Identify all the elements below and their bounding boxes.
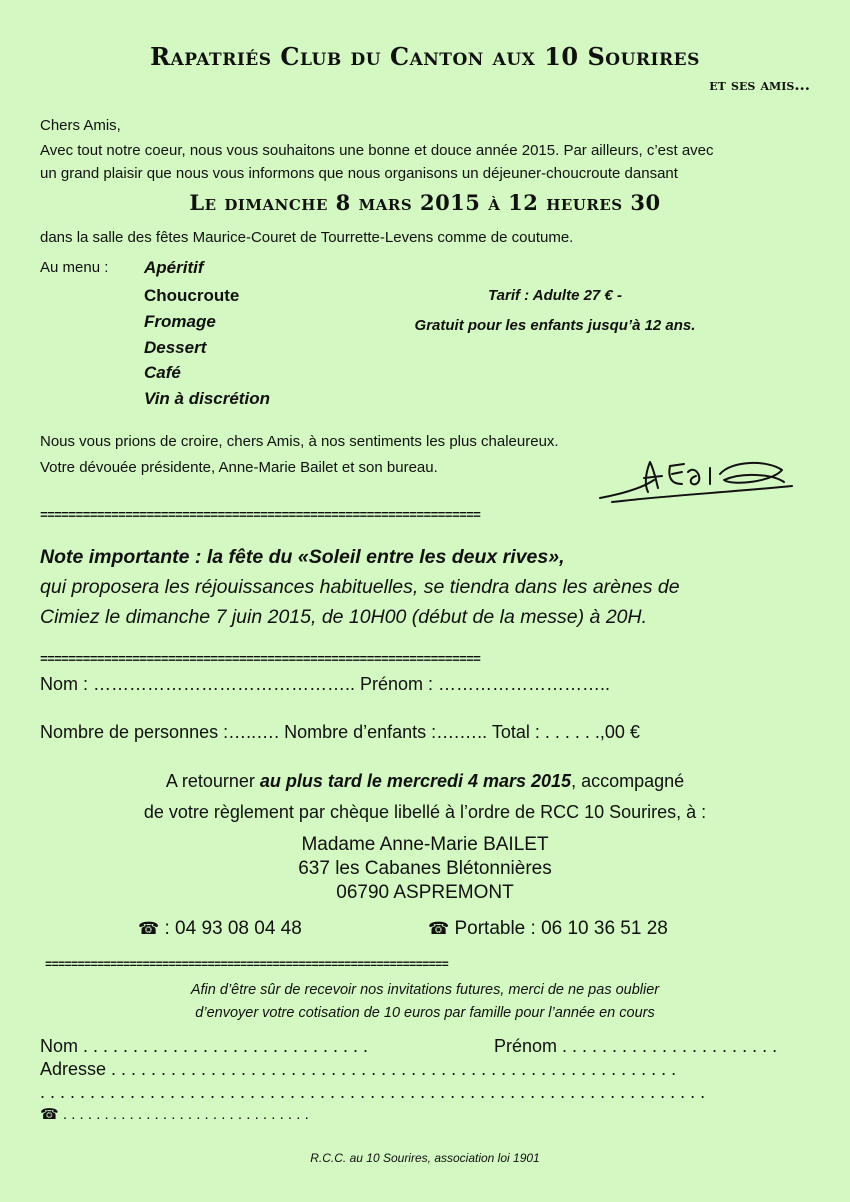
phone-number: : 04 93 08 04 48 — [164, 918, 302, 939]
cotisation-address-field[interactable]: Adresse . . . . . . . . . . . . . . . . . . . . . . . . . . . . . . . . . . . . . . . . . . . . . . . . . . . . . . . . . — [40, 1059, 677, 1079]
mobile-line — [428, 918, 668, 940]
telephone-icon: ☎ — [40, 1106, 59, 1123]
menu-item: Fromage — [144, 312, 216, 331]
menu-item: Apéritif — [144, 258, 204, 277]
address-line-2: 637 les Cabanes Blétonnières — [298, 858, 552, 879]
club-subtitle: et ses amis... — [709, 76, 810, 94]
cotisation-line-2: d’envoyer votre cotisation de 10 euros par famille pour l’année en cours — [195, 1005, 655, 1021]
note-line-2: qui proposera les réjouissances habituelles, se tiendra dans les arènes de — [40, 576, 680, 598]
form-name-field[interactable]: Nom : …………………………………….. Prénom : ……………………….. — [40, 674, 611, 694]
closing-line-2: Votre dévouée présidente, Anne-Marie Bailet et son bureau. — [40, 459, 438, 476]
letter-line-1: Avec tout notre coeur, nous vous souhaitons une bonne et douce année 2015. Par ailleurs, c’est avec — [40, 142, 714, 159]
salutation: Chers Amis, — [40, 117, 121, 134]
separator-line: ============================================================== — [40, 508, 481, 523]
telephone-icon: ☎ — [428, 919, 450, 938]
separator-line: ============================================================== — [45, 958, 449, 972]
tarif-children: Gratuit pour les enfants jusqu’à 12 ans. — [414, 317, 696, 334]
mobile-number: Portable : 06 10 36 51 28 — [454, 918, 668, 939]
phone-dots: . . . . . . . . . . . . . . . . . . . . . . . . . . . . . . — [62, 1106, 309, 1123]
signature-image — [592, 450, 797, 505]
club-title: Rapatriés Club du Canton aux 10 Sourires — [150, 42, 700, 71]
cotisation-line-1: Afin d’être sûr de recevoir nos invitations futures, merci de ne pas oublier — [190, 982, 660, 998]
menu-label: Au menu : — [40, 259, 109, 276]
return-deadline — [0, 771, 850, 792]
form-persons-field[interactable]: Nombre de personnes :…..…. Nombre d’enfants :….….. Total : . . . . . .,00 € — [40, 722, 640, 742]
menu-item: Dessert — [144, 338, 207, 357]
address-line-3: 06790 ASPREMONT — [336, 882, 514, 903]
note-line-1: Note importante : la fête du «Soleil entre les deux rives», — [40, 546, 565, 568]
return-date: au plus tard le mercredi 4 mars 2015 — [259, 771, 572, 791]
tarif-adult: Tarif : Adulte 27 € - — [488, 287, 622, 304]
separator-line: ============================================================== — [40, 652, 481, 667]
event-date: Le dimanche 8 mars 2015 à 12 heures 30 — [189, 190, 661, 215]
return-prefix: A retourner — [165, 771, 260, 791]
cotisation-phone-field[interactable] — [40, 1105, 309, 1123]
cotisation-address-field-2[interactable]: . . . . . . . . . . . . . . . . . . . . . . . . . . . . . . . . . . . . . . . . . . . . . . . . . . . . . . . . . . . . . . . . . . . — [40, 1082, 706, 1102]
cotisation-name-field[interactable]: Nom . . . . . . . . . . . . . . . . . . . . . . . . . . . . . — [40, 1036, 369, 1056]
menu-item: Vin à discrétion — [144, 389, 270, 408]
closing-line-1: Nous vous prions de croire, chers Amis, à nos sentiments les plus chaleureux. — [40, 433, 559, 450]
payment-instructions: de votre règlement par chèque libellé à l’ordre de RCC 10 Sourires, à : — [143, 802, 707, 822]
return-suffix: , accompagné — [571, 771, 685, 791]
menu-item: Café — [144, 363, 181, 382]
note-line-3: Cimiez le dimanche 7 juin 2015, de 10H00 (début de la messe) à 20H. — [40, 606, 648, 628]
phone-line — [138, 918, 302, 940]
footer-note: R.C.C. au 10 Sourires, association loi 1901 — [310, 1151, 540, 1165]
cotisation-firstname-field[interactable]: Prénom . . . . . . . . . . . . . . . . . . . . . . — [494, 1036, 778, 1056]
event-place: dans la salle des fêtes Maurice-Couret de Tourrette-Levens comme de coutume. — [40, 229, 574, 246]
address-line-1: Madame Anne-Marie BAILET — [301, 834, 549, 855]
menu-item: Choucroute — [144, 286, 240, 305]
telephone-icon: ☎ — [138, 919, 160, 938]
letter-line-2: un grand plaisir que nous vous informons que nous organisons un déjeuner-choucroute dansant — [40, 165, 678, 182]
